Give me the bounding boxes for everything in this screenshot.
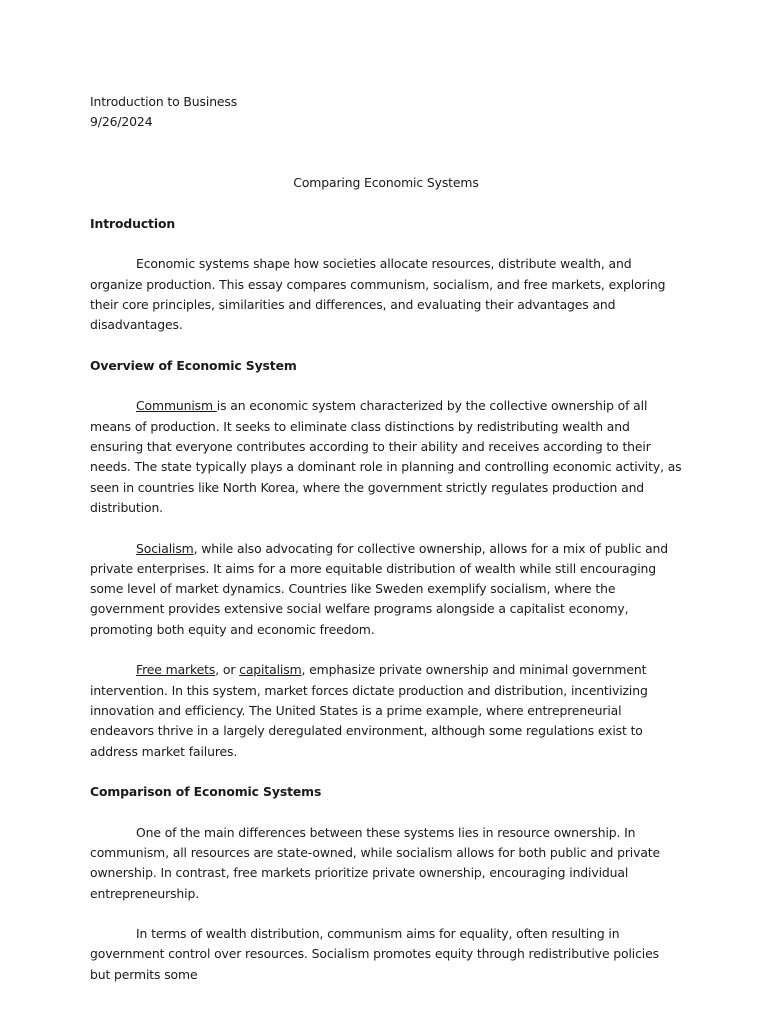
free-markets-connector: , or	[215, 662, 240, 678]
course-name: Introduction to Business	[90, 94, 238, 109]
communism-text: is an economic system characterized by the collective ownership of all means of production. It seeks to eliminate class distinctions by redistributing wealth and ensuring that everyone contributes according to their ability and receives according to their needs. The state typically plays a dominant role in planning and controlling economic activity, as seen in countries like North Korea, where the government strictly regulates production and distribution.	[90, 398, 682, 515]
communism-term: Communism	[136, 398, 217, 414]
capitalism-term: capitalism	[239, 662, 302, 678]
socialism-paragraph	[90, 539, 682, 640]
document-title: Comparing Economic Systems	[293, 175, 479, 191]
socialism-term: Socialism	[136, 540, 194, 556]
document-page	[90, 92, 682, 985]
introduction-paragraph: Economic systems shape how societies allocate resources, distribute wealth, and organize production. This essay compares communism, socialism, and free markets, exploring their core principles, similarities and differences, and evaluating their advantages and disadvantages.	[90, 256, 666, 333]
socialism-text: , while also advocating for collective ownership, allows for a mix of public and private enterprises. It aims for a more equitable distribution of wealth while still encouraging some level of market dynamics. Countries like Sweden exemplify socialism, where the government provides extensive social welfare programs alongside a capitalist economy, promoting both equity and economic freedom.	[90, 540, 669, 637]
comparison-heading: Comparison of Economic Systems	[90, 784, 322, 800]
comparison-paragraph-ownership: One of the main differences between these systems lies in resource ownership. In communism, all resources are state-owned, while socialism allows for both public and private ownership. In contrast, free markets prioritize private ownership, encouraging individual entrepreneurship.	[90, 824, 661, 901]
free-markets-text: , emphasize private ownership and minimal government intervention. In this system, market forces dictate production and distribution, incentivizing innovation and efficiency. The United States is a prime example, where entrepreneurial endeavors thrive in a largely deregulated environment, although some regulations exist to address market failures.	[90, 662, 648, 759]
free-markets-paragraph	[90, 660, 682, 761]
communism-paragraph	[90, 396, 682, 518]
comparison-paragraph-wealth: In terms of wealth distribution, communism aims for equality, often resulting in government control over resources. Socialism promotes equity through redistributive policies but permits some	[90, 926, 659, 982]
free-markets-term: Free markets	[136, 662, 216, 678]
document-date: 9/26/2024	[90, 114, 153, 130]
overview-heading: Overview of Economic System	[90, 357, 297, 373]
introduction-heading: Introduction	[90, 215, 176, 231]
